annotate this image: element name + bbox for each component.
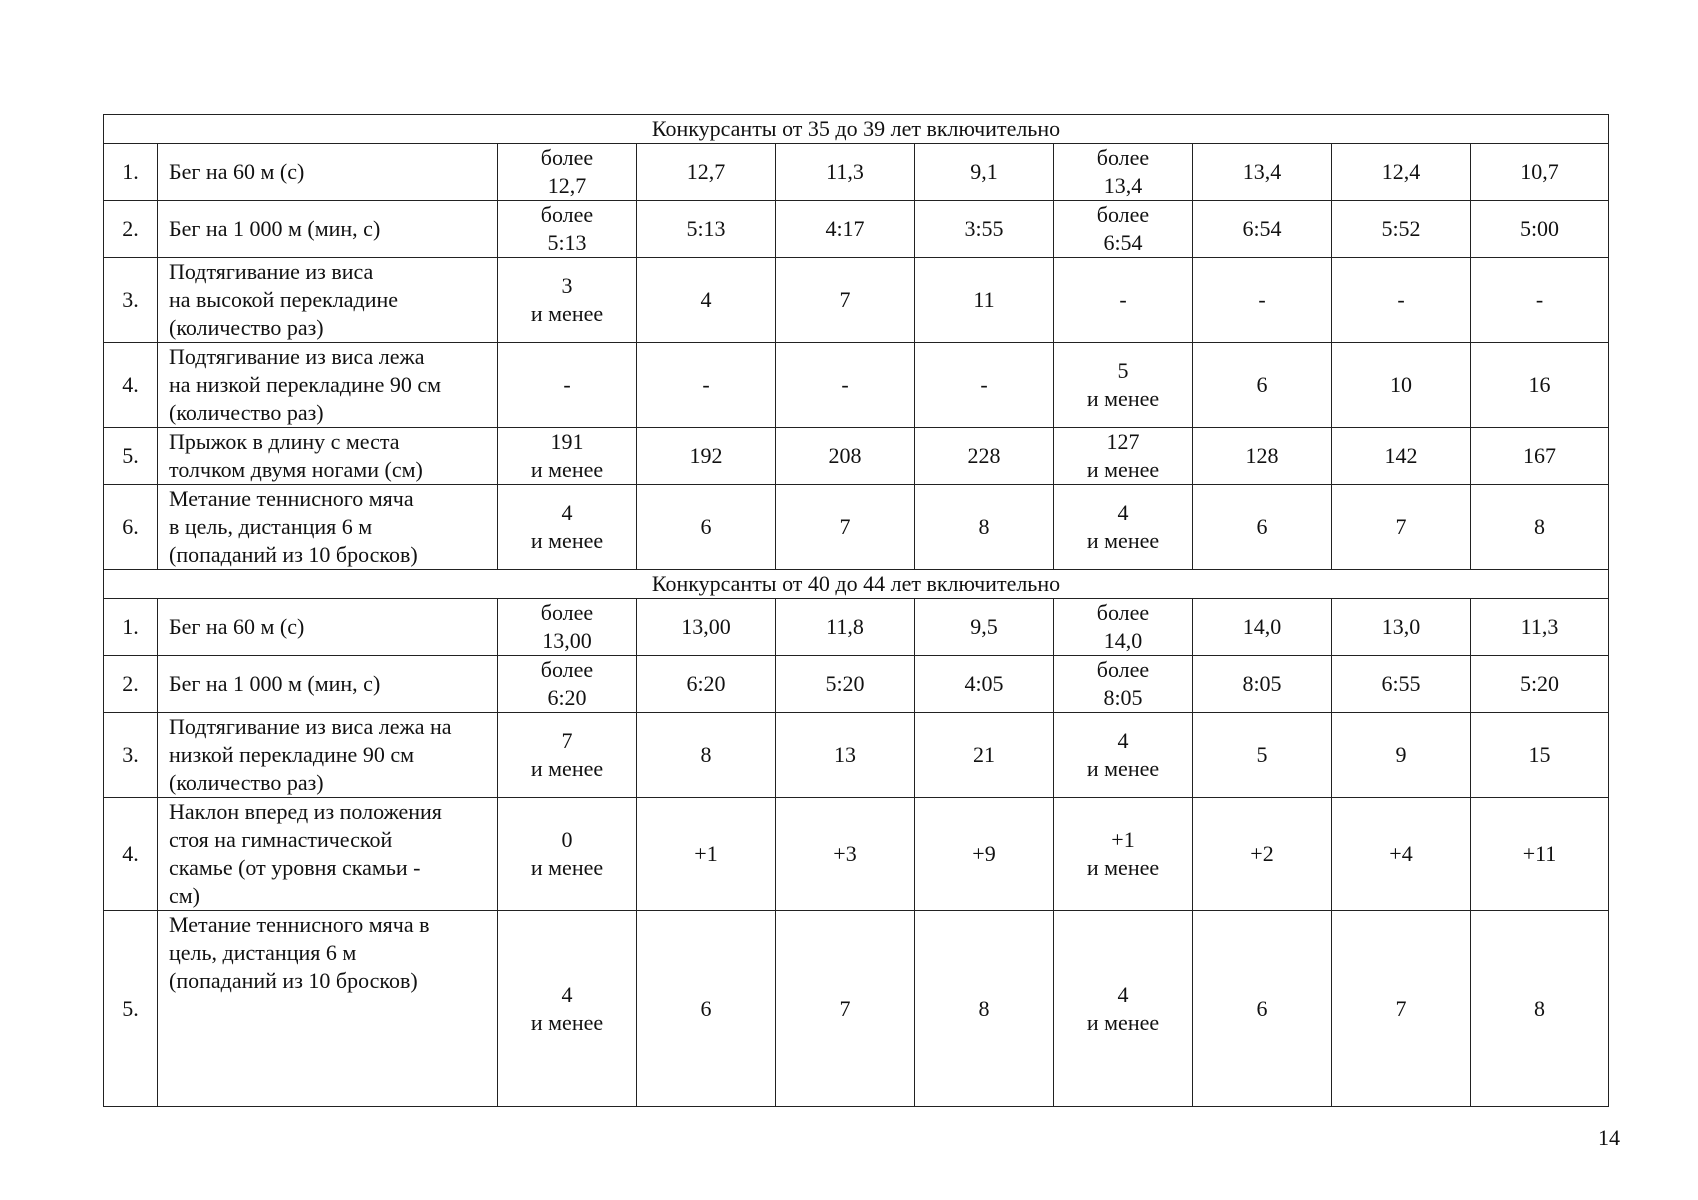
cell-line: более — [1096, 600, 1150, 625]
norm-value-cell — [1471, 798, 1609, 911]
norm-value-cell — [1332, 656, 1471, 713]
cell-line: Подтягивание из виса — [169, 259, 374, 284]
cell-line: +3 — [833, 841, 857, 866]
cell-line: 8 — [978, 995, 990, 1021]
cell-line: 7 — [839, 995, 851, 1021]
norm-value-cell — [1332, 485, 1471, 570]
row-number: 4. — [104, 343, 158, 428]
norm-value-cell — [1054, 144, 1193, 201]
exercise-name — [158, 656, 498, 713]
cell-line: 5:00 — [1519, 216, 1560, 241]
cell-line: 13,4 — [1242, 159, 1282, 184]
cell-line: 7 — [839, 287, 851, 312]
norm-value-cell — [1193, 599, 1332, 656]
norm-value-cell — [915, 656, 1054, 713]
cell-line: (количество раз) — [169, 400, 324, 425]
cell-line: 9,5 — [970, 614, 998, 639]
cell-line: и менее — [530, 756, 604, 781]
norm-value-cell — [776, 201, 915, 258]
norm-value-cell — [776, 144, 915, 201]
cell-line: более — [540, 145, 594, 170]
norm-value-cell — [1054, 798, 1193, 911]
norm-value-cell — [637, 599, 776, 656]
cell-line: 3 — [561, 273, 573, 298]
row-number: 5. — [104, 428, 158, 485]
cell-line: 128 — [1245, 443, 1279, 468]
norm-value-cell — [776, 599, 915, 656]
norms-table — [103, 114, 1609, 1107]
norm-value-cell — [1471, 428, 1609, 485]
norm-value-cell — [915, 201, 1054, 258]
norm-value-cell — [1193, 656, 1332, 713]
norm-value-cell — [915, 485, 1054, 570]
cell-line: 4 — [1117, 728, 1129, 753]
cell-line: Метание теннисного мяча — [169, 486, 414, 511]
cell-line: 4 — [561, 981, 573, 1007]
cell-line: 8:05 — [1242, 671, 1282, 696]
cell-line: Бег на 1 000 м (мин, с) — [169, 216, 381, 241]
norm-value-cell — [1471, 599, 1609, 656]
norm-value-cell — [1054, 485, 1193, 570]
cell-line: 8 — [1534, 514, 1545, 539]
cell-line: Наклон вперед из положения — [169, 799, 442, 824]
cell-line: 13,00 — [542, 628, 592, 653]
cell-line: и менее — [530, 457, 604, 482]
cell-line: 6:20 — [686, 671, 726, 696]
cell-line: и менее — [1086, 457, 1160, 482]
cell-line: и менее — [1086, 855, 1160, 880]
norm-value-cell — [1471, 656, 1609, 713]
cell-line: 7 — [1395, 995, 1407, 1021]
cell-line: и менее — [1086, 386, 1160, 411]
cell-line: 4 — [561, 500, 573, 525]
cell-line: - — [563, 372, 571, 397]
exercise-name — [158, 343, 498, 428]
norm-value-cell — [498, 201, 637, 258]
norm-value-cell — [1054, 428, 1193, 485]
cell-line: в цель, дистанция 6 м — [169, 514, 373, 539]
section-title: Конкурсанты от 35 до 39 лет включительно — [104, 115, 1609, 144]
norm-value-cell — [1471, 343, 1609, 428]
norm-value-cell — [498, 343, 637, 428]
cell-line: 5:20 — [825, 671, 865, 696]
table-row — [104, 428, 1609, 485]
cell-line: - — [1258, 287, 1266, 312]
cell-line: 0 — [561, 827, 573, 852]
cell-line: 6 — [700, 995, 712, 1021]
cell-line: +9 — [972, 841, 996, 866]
cell-line: 6 — [1256, 514, 1268, 539]
table-row — [104, 201, 1609, 258]
norm-value-cell — [1471, 144, 1609, 201]
cell-line: 21 — [973, 742, 995, 767]
norm-value-cell — [1193, 798, 1332, 911]
norm-value-cell — [1332, 201, 1471, 258]
cell-line: более — [1096, 145, 1150, 170]
cell-line: 10,7 — [1520, 159, 1559, 184]
cell-line: Подтягивание из виса лежа на — [169, 714, 452, 739]
cell-line: 5 — [1117, 358, 1129, 383]
norm-value-cell — [498, 713, 637, 798]
cell-line: низкой перекладине 90 см — [169, 742, 415, 767]
norm-value-cell — [1332, 428, 1471, 485]
exercise-name — [158, 911, 498, 1107]
norm-value-cell — [498, 656, 637, 713]
norm-value-cell — [1471, 201, 1609, 258]
exercise-name — [158, 428, 498, 485]
cell-line: более — [1096, 202, 1150, 227]
cell-line: 4:05 — [964, 671, 1004, 696]
cell-line: +1 — [694, 841, 718, 866]
cell-line: и менее — [530, 1009, 604, 1035]
norm-value-cell — [498, 428, 637, 485]
cell-line: - — [980, 372, 988, 397]
norm-value-cell — [1332, 144, 1471, 201]
norm-value-cell — [637, 343, 776, 428]
norm-value-cell — [1332, 911, 1471, 1107]
cell-line: 13,4 — [1103, 173, 1143, 198]
cell-line: толчком двумя ногами (см) — [169, 457, 423, 482]
norm-value-cell — [637, 428, 776, 485]
cell-line: 13,0 — [1381, 614, 1421, 639]
cell-line: 3:55 — [964, 216, 1004, 241]
exercise-name — [158, 201, 498, 258]
norm-value-cell — [1471, 485, 1609, 570]
cell-line: более — [1096, 657, 1150, 682]
cell-line: Подтягивание из виса лежа — [169, 344, 425, 369]
cell-line: и менее — [1086, 528, 1160, 553]
norm-value-cell — [1193, 343, 1332, 428]
cell-line: - — [841, 372, 849, 397]
norm-value-cell — [1332, 599, 1471, 656]
cell-line: - — [1397, 287, 1405, 312]
table-row — [104, 343, 1609, 428]
page-number: 14 — [1598, 1125, 1620, 1150]
norm-value-cell — [1054, 911, 1193, 1107]
cell-line: 8 — [1534, 995, 1545, 1021]
section-header-row — [104, 570, 1609, 599]
exercise-name — [158, 258, 498, 343]
cell-line: 14,0 — [1242, 614, 1282, 639]
norm-value-cell — [498, 144, 637, 201]
norm-value-cell — [1193, 144, 1332, 201]
cell-line: 8 — [700, 742, 712, 767]
cell-line: и менее — [530, 528, 604, 553]
exercise-name — [158, 713, 498, 798]
row-number: 3. — [104, 258, 158, 343]
norm-value-cell — [776, 713, 915, 798]
exercise-name — [158, 798, 498, 911]
cell-line: 11 — [973, 287, 995, 312]
cell-line: +1 — [1111, 827, 1135, 852]
cell-line: - — [702, 372, 710, 397]
cell-line: 228 — [967, 443, 1001, 468]
cell-line: 6:54 — [1103, 230, 1143, 255]
cell-line: 7 — [561, 728, 573, 753]
cell-line: (количество раз) — [169, 770, 324, 795]
cell-line: 5:52 — [1381, 216, 1421, 241]
cell-line: 4 — [1117, 981, 1129, 1007]
norm-value-cell — [1054, 258, 1193, 343]
norm-value-cell — [637, 144, 776, 201]
norm-value-cell — [1193, 428, 1332, 485]
norm-value-cell — [915, 599, 1054, 656]
norm-value-cell — [1332, 343, 1471, 428]
norm-value-cell — [915, 798, 1054, 911]
cell-line: Бег на 60 м (с) — [169, 614, 305, 639]
cell-line: +2 — [1250, 841, 1274, 866]
norm-value-cell — [1054, 343, 1193, 428]
row-number: 1. — [104, 599, 158, 656]
table-row — [104, 911, 1609, 1107]
cell-line: 15 — [1528, 742, 1551, 767]
norm-value-cell — [1054, 713, 1193, 798]
table-row — [104, 485, 1609, 570]
norm-value-cell — [1054, 599, 1193, 656]
norm-value-cell — [776, 428, 915, 485]
cell-line: 191 — [550, 429, 584, 454]
cell-line: 7 — [1395, 514, 1407, 539]
norm-value-cell — [637, 656, 776, 713]
norm-value-cell — [637, 798, 776, 911]
cell-line: - — [1535, 287, 1544, 312]
cell-line: 6 — [1256, 372, 1268, 397]
cell-line: 13 — [834, 742, 856, 767]
norm-value-cell — [915, 428, 1054, 485]
norm-value-cell — [915, 911, 1054, 1107]
table-row — [104, 144, 1609, 201]
cell-line: +11 — [1522, 841, 1557, 866]
norm-value-cell — [498, 911, 637, 1107]
row-number: 5. — [104, 911, 158, 1107]
cell-line: 10 — [1390, 372, 1412, 397]
cell-line: Метание теннисного мяча в — [169, 912, 430, 937]
cell-line: 13,00 — [681, 614, 731, 639]
norm-value-cell — [498, 485, 637, 570]
norm-value-cell — [637, 485, 776, 570]
cell-line: 7 — [839, 514, 851, 539]
norm-value-cell — [498, 599, 637, 656]
cell-line: 4:17 — [825, 216, 865, 241]
norm-value-cell — [776, 343, 915, 428]
row-number: 2. — [104, 656, 158, 713]
norm-value-cell — [1471, 911, 1609, 1107]
exercise-name — [158, 599, 498, 656]
row-number: 6. — [104, 485, 158, 570]
norm-value-cell — [776, 911, 915, 1107]
cell-line: и менее — [530, 855, 604, 880]
cell-line: более — [540, 600, 594, 625]
cell-line: 12,7 — [547, 173, 587, 198]
table-row — [104, 713, 1609, 798]
cell-line: 16 — [1528, 372, 1551, 397]
table-body — [104, 115, 1609, 1107]
cell-line: Бег на 1 000 м (мин, с) — [169, 671, 381, 696]
cell-line: 208 — [828, 443, 862, 468]
norm-value-cell — [776, 656, 915, 713]
cell-line: Прыжок в длину с места — [169, 429, 400, 454]
section-header-row — [104, 115, 1609, 144]
cell-line: 127 — [1106, 429, 1140, 454]
cell-line: 8 — [978, 514, 990, 539]
cell-line: 9,1 — [970, 159, 998, 184]
table-row — [104, 599, 1609, 656]
cell-line: цель, дистанция 6 м — [169, 940, 357, 965]
norm-value-cell — [1332, 713, 1471, 798]
cell-line: 6:55 — [1381, 671, 1421, 696]
cell-line: 5:20 — [1519, 671, 1560, 696]
norm-value-cell — [1193, 713, 1332, 798]
norm-value-cell — [915, 144, 1054, 201]
norm-value-cell — [776, 485, 915, 570]
cell-line: скамье (от уровня скамьи - — [169, 855, 421, 880]
cell-line: и менее — [1086, 756, 1160, 781]
norm-value-cell — [637, 258, 776, 343]
cell-line: 4 — [1117, 500, 1129, 525]
cell-line: 12,4 — [1381, 159, 1421, 184]
cell-line: 142 — [1384, 443, 1418, 468]
cell-line: 11,3 — [1520, 614, 1559, 639]
norm-value-cell — [1193, 485, 1332, 570]
row-number: 1. — [104, 144, 158, 201]
norm-value-cell — [637, 201, 776, 258]
cell-line: на высокой перекладине — [169, 287, 399, 312]
cell-line: и менее — [530, 301, 604, 326]
row-number: 2. — [104, 201, 158, 258]
norm-value-cell — [498, 258, 637, 343]
norm-value-cell — [637, 911, 776, 1107]
norm-value-cell — [776, 798, 915, 911]
cell-line: 6 — [700, 514, 712, 539]
cell-line: 6:20 — [547, 685, 587, 710]
exercise-name — [158, 144, 498, 201]
norm-value-cell — [1471, 258, 1609, 343]
cell-line: 14,0 — [1103, 628, 1143, 653]
norm-value-cell — [498, 798, 637, 911]
cell-line: +4 — [1389, 841, 1413, 866]
cell-line: и менее — [1086, 1009, 1160, 1035]
cell-line: 11,8 — [826, 614, 864, 639]
cell-line: 5:13 — [686, 216, 726, 241]
norm-value-cell — [1332, 798, 1471, 911]
norm-value-cell — [915, 713, 1054, 798]
cell-line: более — [540, 202, 594, 227]
cell-line: 5 — [1256, 742, 1268, 767]
norm-value-cell — [1332, 258, 1471, 343]
cell-line: стоя на гимнастической — [169, 827, 393, 852]
norm-value-cell — [637, 713, 776, 798]
cell-line: см) — [169, 883, 201, 908]
row-number: 4. — [104, 798, 158, 911]
norm-value-cell — [1193, 911, 1332, 1107]
norm-value-cell — [776, 258, 915, 343]
norm-value-cell — [1054, 656, 1193, 713]
cell-line: 4 — [700, 287, 712, 312]
cell-line: 8:05 — [1103, 685, 1143, 710]
table-row — [104, 258, 1609, 343]
norm-value-cell — [915, 258, 1054, 343]
section-title: Конкурсанты от 40 до 44 лет включительно — [104, 570, 1609, 599]
exercise-name — [158, 485, 498, 570]
norm-value-cell — [1054, 201, 1193, 258]
cell-line: на низкой перекладине 90 см — [169, 372, 442, 397]
cell-line: 192 — [689, 443, 723, 468]
row-number: 3. — [104, 713, 158, 798]
cell-line: Бег на 60 м (с) — [169, 159, 305, 184]
cell-line: более — [540, 657, 594, 682]
norm-value-cell — [1193, 258, 1332, 343]
cell-line: 6 — [1256, 995, 1268, 1021]
table-row — [104, 656, 1609, 713]
cell-line: 167 — [1523, 443, 1556, 468]
norm-value-cell — [1471, 713, 1609, 798]
norm-value-cell — [1193, 201, 1332, 258]
cell-line: 12,7 — [686, 159, 726, 184]
cell-line: - — [1119, 287, 1127, 312]
table-row — [104, 798, 1609, 911]
cell-line: 9 — [1395, 742, 1407, 767]
cell-line: 11,3 — [826, 159, 864, 184]
cell-line: 6:54 — [1242, 216, 1282, 241]
norm-value-cell — [915, 343, 1054, 428]
cell-line: (количество раз) — [169, 315, 324, 340]
cell-line: (попаданий из 10 бросков) — [169, 968, 418, 993]
cell-line: 5:13 — [547, 230, 587, 255]
cell-line: (попаданий из 10 бросков) — [169, 542, 418, 567]
